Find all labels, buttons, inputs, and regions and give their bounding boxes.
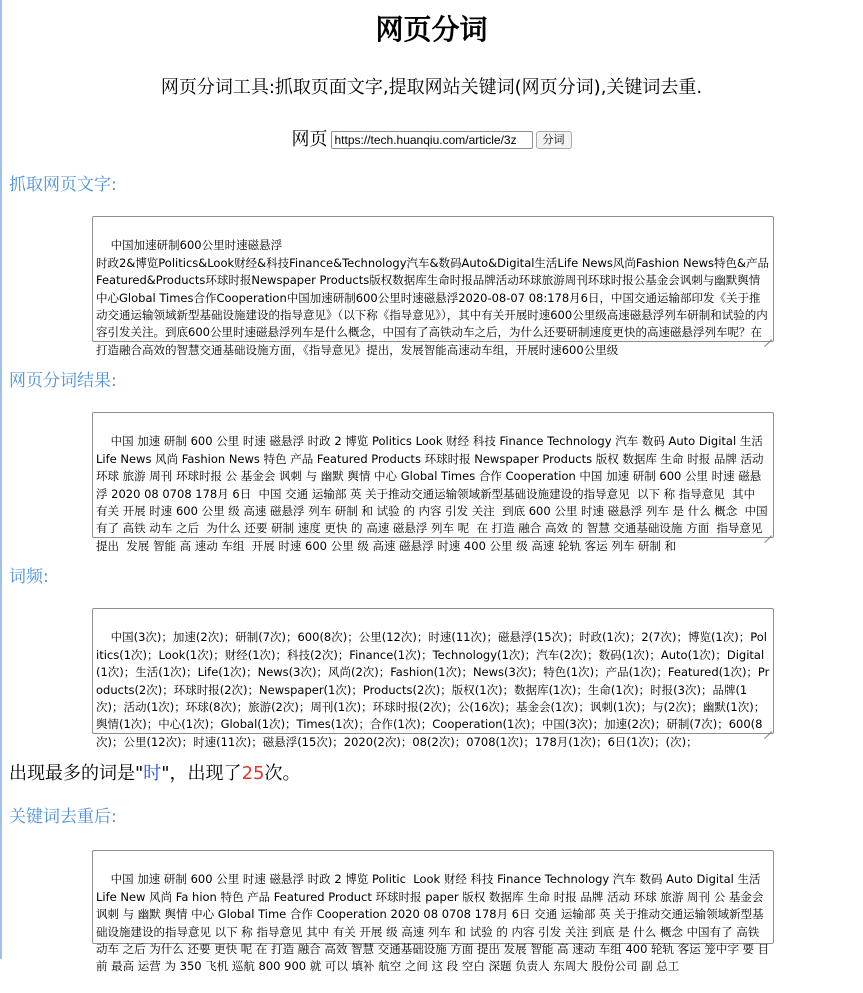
- freq-textarea[interactable]: [92, 608, 774, 749]
- resize-handle-icon[interactable]: [764, 332, 772, 340]
- url-label: 网页: [291, 129, 328, 150]
- crawl-text: 中国加速研制600公里时速磁悬浮 时政2&博览Politics&Look财经&科技Finance&Technology汽车&数码Auto&Digital生活Life News风尚Fashion News特色&产品Featured&Products环球时报Newspaper Products版权数据库生命时报品牌活动环球旅游周刊环球时报公基金会讽刺与幽默舆情中心Global Times合作Cooperation中国加速研制600公里时速磁悬浮2020-08-07 08:178月6日，中国交通运输部印发《关于推动交通运输领域新型基础设施建设的指导意见》（以下称《指导意见》），其中有关开展时速600公里级高速磁悬浮列车研制和试验的内容引发关注。到底600公里时速磁悬浮列车是什么概念，中国有了高铁动车之后，为什么还要研制速度更快的高速磁悬浮列车呢？在打造融合高效的智慧交通基础设施方面，《指导意见》提出，发展智能高速动车组，开展时速600公里级: [96, 238, 769, 357]
- dedup-text: 中国 加速 研制 600 公里 时速 磁悬浮 时政 2 博览 Politic Look 财经 科技 Finance Technology 汽车 数码 Auto Digital 生活 Life New 风尚 Fa hion 特色 产品 Featured Product 环球时报 paper 版权 数据库 生命 时报 品牌 活动 环球 旅游 周刊 公 基金会 讽刺 与 幽默 舆情 中心 Global Time 合作 Cooperation 2020 08 0708 178月 6日 交通 运输部 英 关于推动交通运输领域新型基础设施建设的指导意见 以下 称 指导意见 其中 有关 开展 级 高速 列车 和 试验 的 内容 引发 关注 到底 是 什么 概念 中国有了 高铁 动车 之后 为什么 还要 更快 呢 在 打造 融合 高效 智慧 交通基础设施 方面 提出 发展 智能 高 速动 车组 400 轮轨 客运 笼中字 要 目前 最高 运营 为 350 飞机 巡航 800 900 就 可以 填补 航空 之间 这 段 空白 深题 负责人 东周大 股份公司 副 总工: [96, 872, 770, 974]
- resize-handle-icon[interactable]: [764, 528, 772, 536]
- summary-suffix: 次。: [264, 763, 301, 784]
- freq-section-title: 词频:: [9, 567, 49, 587]
- freq-text: 中国(3次)；加速(2次)；研制(7次)；600(8次)；公里(12次)；时速(11次)；磁悬浮(15次)；时政(1次)；2(7次)；博览(1次)；Politics(1次)；Look(1次)；财经(1次)；科技(2次)；Finance(1次)；Technology(1次)；汽车(2次)；数码(1次)；Auto(1次)；Digital(1次)；生活(1次)；Life(1次)；News(3次)；风尚(2次)；Fashion(1次)；News(3次)；特色(1次)；产品(1次)；Featured(1次)；Products(2次)；环球时报(2次)；Newspaper(1次)；Products(2次)；版权(1次)；数据库(1次)；生命(1次)；时报(3次)；品牌(1次)；活动(1次)；环球(8次)；旅游(2次)；周刊(1次)；环球时报(2次)；公(16次)；基金会(1次)；讽刺(1次)；与(2次)；幽默(1次)；舆情(1次)；中心(1次)；Global(1次)；Times(1次)；合作(1次)；Cooperation(1次)；中国(3次)；加速(2次)；研制(7次)；600(8次)；公里(12次)；时速(11次)；磁悬浮(15次)；2020(2次)；08(2次)；0708(1次)；178月(1次)；6日(1次)；(次)；: [96, 630, 770, 749]
- top-word-summary: [9, 762, 300, 786]
- summary-mid: "，出现了: [161, 763, 242, 784]
- crawl-textarea[interactable]: [92, 216, 774, 357]
- crawl-section-title: 抓取网页文字:: [9, 175, 117, 195]
- url-input[interactable]: [331, 131, 533, 149]
- url-form: [0, 128, 863, 152]
- page-title: 网页分词: [375, 13, 488, 46]
- summary-count: 25: [241, 763, 265, 784]
- page-subtitle: 网页分词工具:抓取页面文字,提取网站关键词(网页分词),关键词去重.: [160, 77, 703, 98]
- seg-text: 中国 加速 研制 600 公里 时速 磁悬浮 时政 2 博览 Politics Look 财经 科技 Finance Technology 汽车 数码 Auto Digital 生活 Life News 风尚 Fashion News 特色 产品 Featured Products 环球时报 Newspaper Products 版权 数据库 生命 时报 品牌 活动 环球 旅游 周刊 环球时报 公 基金会 讽刺 与 幽默 舆情 中心 Global Times 合作 Cooperation 中国 加速 研制 600 公里 时速 磁悬浮 2020 08 0708 178月 6日 中国 交通 运输部 英 关于推动交通运输领域新型基础设施建设的指导意见 以下 称 指导意见 其中 有关 开展 时速 600 公里 级 高速 磁悬浮 列车 研制 和 试验 的 内容 引发 关注 到底 600 公里 时速 磁悬浮 列车 是 什么 概念 中国 有了 高铁 动车 之后 为什么 还要 研制 速度 更快 的 高速 磁悬浮 列车 呢 在 打造 融合 高效 的 智慧 交通基础设施 方面 指导意见 提出 发展 智能 高 速动 车组 开展 时速 600 公里 级 高速 磁悬浮 时速 400 公里 级 高速 轮轨 客运 列车 研制 和: [96, 434, 772, 553]
- dedup-section-title: 关键词去重后:: [9, 807, 117, 827]
- dedup-textarea[interactable]: [92, 850, 774, 974]
- seg-textarea[interactable]: [92, 412, 774, 553]
- segment-button[interactable]: 分词: [536, 131, 572, 149]
- resize-handle-icon[interactable]: [764, 724, 772, 732]
- seg-section-title: 网页分词结果:: [9, 371, 117, 391]
- summary-word: 时: [143, 763, 162, 784]
- summary-prefix: 出现最多的词是": [9, 763, 144, 784]
